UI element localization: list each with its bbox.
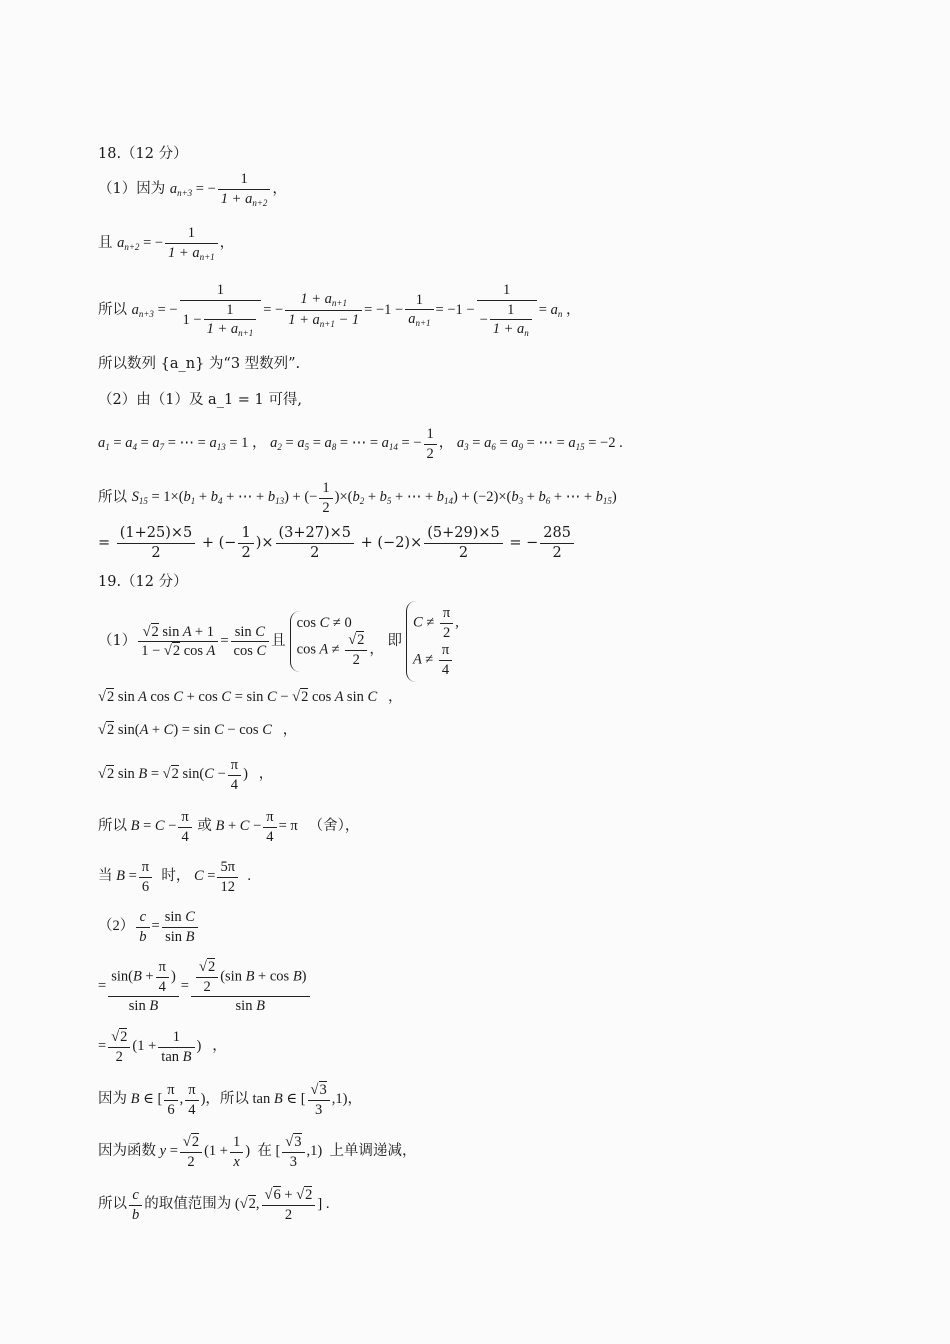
q18-and-label: 且 xyxy=(98,235,113,252)
q18-formula-an2: $a_{n+2}$ = − $\frac{1}{1 + a_{n+1}}$ ， xyxy=(117,225,235,262)
q18-sum-line: 所以 $S_{15} = 1\times(b_1 + b_4$ + ⋯ + $b_{13}$) + (− $\frac{1}{2}$ )$\times(b_2 + b_5$ + ⋯ + $b_{14}) + (-2)\times(b_3 + b_6$ + ⋯ + $b_{15}$) xyxy=(98,480,617,516)
q19-line4 xyxy=(98,810,359,844)
q18-part1-intro: （1）因为 xyxy=(98,181,166,198)
q19-line5 xyxy=(98,860,251,894)
q19-line4-formula: 所以 B = C − $\frac{\pi}{4}$ 或 B + C − $\frac{\pi}{4}$ = π （舍）， xyxy=(98,809,360,845)
q19-header: 19.（12 分） xyxy=(98,574,188,590)
q19-line2-formula: √2 sin(A + C) = sin C − cos C ， xyxy=(98,722,298,738)
q19-line7-formula: = $\frac{√2}{2}$ (1 + $\frac{1}{\text{tan B}}$ ) ， xyxy=(98,1029,227,1065)
q19-part2-line xyxy=(98,910,200,944)
q18-sum-formula: $S_{15} = 1\times(b_1 + b_4$ + ⋯ + $b_{13}$) + (− $\frac{1}{2}$ )$\times(b_2 + b_5$ + ⋯ + $b_{14}) + (-2)\times(b_3 + b_6$ + ⋯ + $b_{15}$) xyxy=(131,480,617,516)
q19-line10 xyxy=(98,1188,330,1222)
q19-line9 xyxy=(98,1135,416,1169)
q18-conclusion1: 所以数列 {a_n} 为“3 型数列”. xyxy=(98,356,301,372)
q18-sum-result-formula: = $\frac{(1+25)\times 5}{2}$ + (− $\frac{1}{2}$ )× $\frac{(3+27)\times 5}{2}$ + (−2)× $\frac{(5+29)\times 5}{2}$ = − $\frac{285}{2}$ xyxy=(98,535,576,551)
q19-line5-formula: 当 B = $\frac{\pi}{6}$ 时， C = $\frac{5\pi}{12}$ . xyxy=(98,859,251,895)
q18-and-line xyxy=(98,226,234,262)
q18-formula-an3: $a_{n+3}$ = − $\frac{1}{1 + a_{n+2}}$ ， xyxy=(169,171,287,208)
q19-part2-formula: （2） $\frac{c}{b}$ = $\frac{\text{sin C}}{\text{sin B}}$ xyxy=(98,918,200,934)
q19-line7 xyxy=(98,1030,227,1064)
q18-chain-formula: $a_{n+3}$ = − 1 1 − $\frac{1}{1 + a_{n+1}}$ = − $\frac{1 + a_{n+1}}{1 + a_{n+1} - 1}$ = −1 − $\frac{1}{a_{n+1}}$ = −1 − 1 − $\frac{1}{1 + a_n}$ = $a_n$ ， xyxy=(131,282,581,338)
q18-part2-intro: （2）由（1）及 a_1 = 1 可得, xyxy=(98,392,302,408)
q19-line1 xyxy=(98,690,403,705)
q18-chain-line xyxy=(98,283,580,338)
q19-line1-formula: √2 sin A cos C + cos C = sin C − √2 cos A sin C ， xyxy=(98,689,403,705)
q18-so-label: 所以 xyxy=(98,301,127,318)
q18-values-line xyxy=(98,427,623,461)
q18-part1-line xyxy=(98,172,287,208)
q19-line9-formula: 因为函数 y = $\frac{√2}{2}$ (1 + $\frac{1}{x}$ ) 在 [ $\frac{√3}{3}$ ,1) 上单调递减， xyxy=(98,1134,417,1170)
q19-line2 xyxy=(98,723,297,738)
q19-line6-formula: = sin(B + $\frac{\pi}{4}$ ) sin B = $\frac{√2}{2}$ (sin B + cos B) sin B xyxy=(98,978,312,994)
q18-values-formula: $a_1 = a_4 = a_7$ = ⋯ = $a_{13} = 1$ ， $a_2 = a_5 = a_8$ = ⋯ = $a_{14}$ = − $\frac{1}{2}$ ， $a_3 = a_6 = a_9$ = ⋯ = $a_{15} = -2$ . xyxy=(98,426,623,462)
q19-line8-formula: 因为 B ∈ [ $\frac{\pi}{6}$ , $\frac{\pi}{4}$ )，所以 tan B ∈ [ $\frac{√3}{3}$ ,1)， xyxy=(98,1082,362,1118)
q19-line10-formula: 所以 $\frac{c}{b}$ 的取值范围为 (√2, $\frac{√6 + √2}{2}$ ] . xyxy=(98,1187,330,1223)
q19-part1-formula: $\frac{\text{√2 sin A + 1}}{\text{1 − √2 cos A}}$ = $\frac{\text{sin C}}{\text{cos C}}$ 且 cos C ≠ 0 cos A ≠ $\frac{√2}{2}$ ， 即 C ≠ $\frac{\pi}{2}$ , A ≠ $\frac{\pi}{4}$ xyxy=(136,633,459,649)
q19-line6 xyxy=(98,960,312,1014)
q18-sum-result-line xyxy=(98,526,576,560)
q18-header: 18.（12 分） xyxy=(98,146,188,162)
q19-part1-line: （1） $\frac{\text{√2 sin A + 1}}{\text{1 − √2 cos A}}$ = $\frac{\text{sin C}}{\text{cos C}}$ 且 cos C ≠ 0 cos A ≠ $\frac{√2}{2}$ ， 即 C ≠ $\frac{\pi}{2}$ , A ≠ $\frac{\pi}{4}$ xyxy=(98,601,459,682)
q19-line3-formula: √2 sin B = √2 sin(C − $\frac{\pi}{4}$ ) ， xyxy=(98,757,274,793)
q19-line3 xyxy=(98,758,273,792)
q19-line8 xyxy=(98,1083,362,1117)
